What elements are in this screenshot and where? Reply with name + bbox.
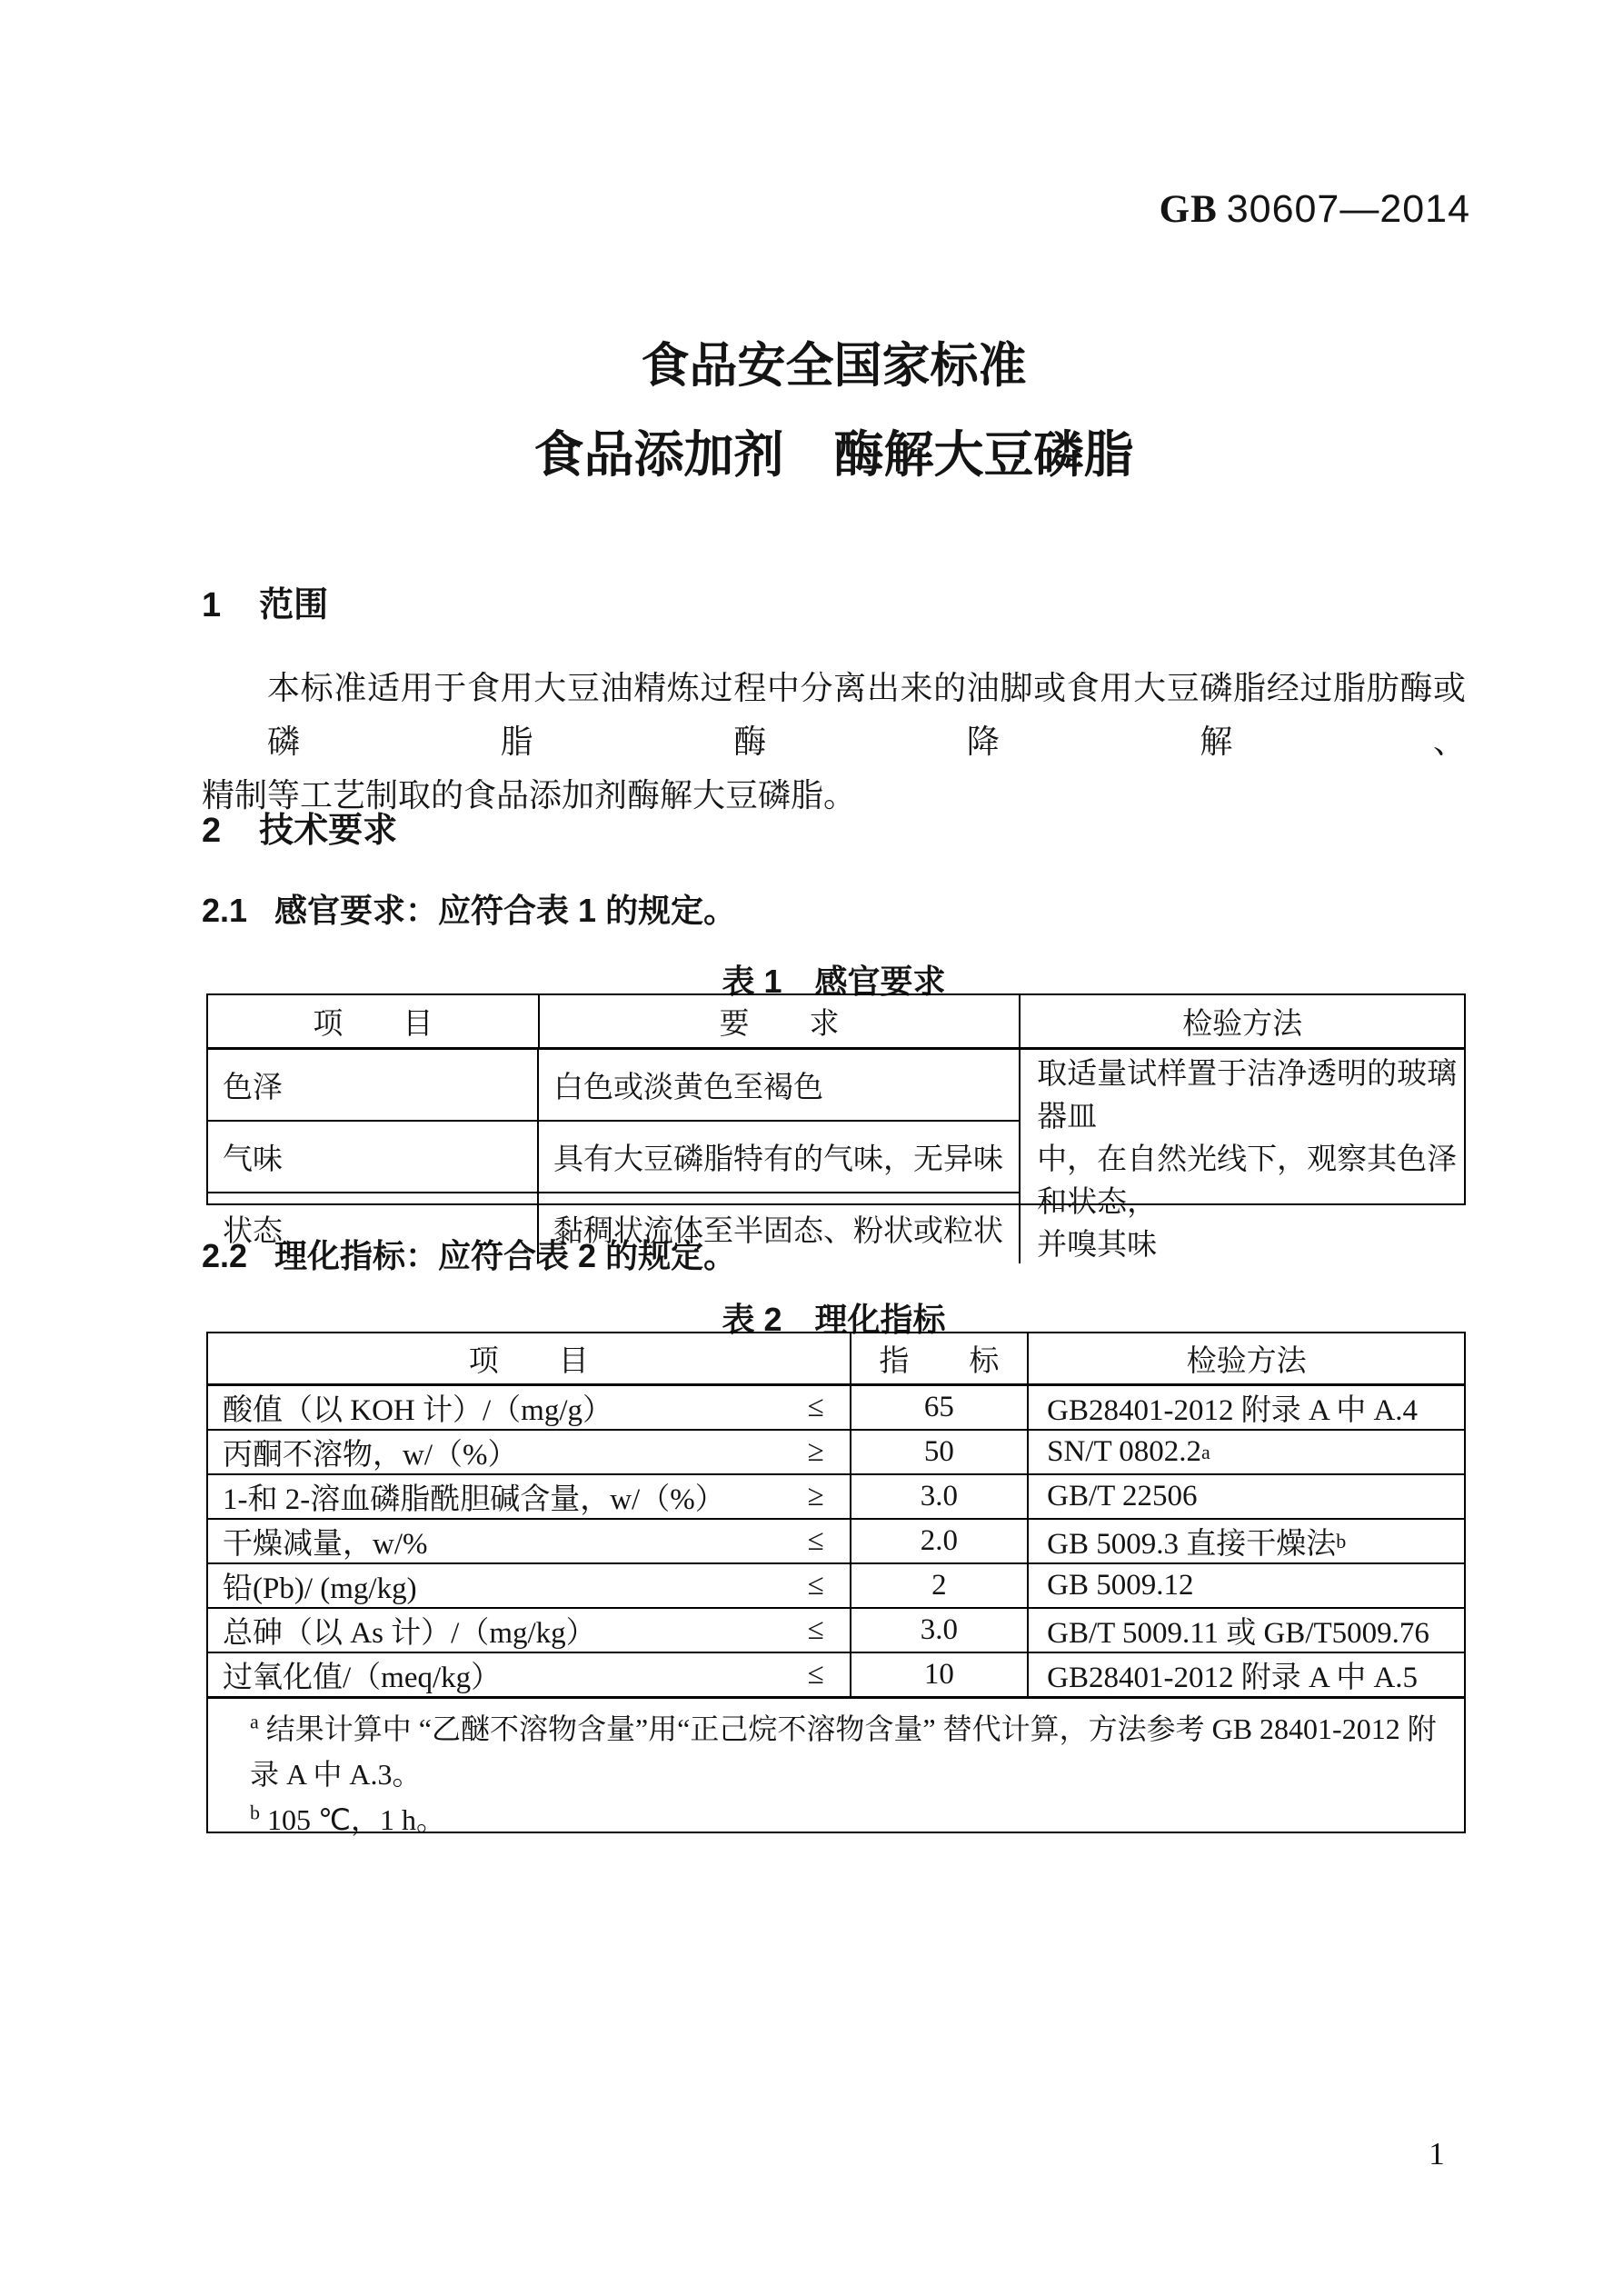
table2-cell-item-0 xyxy=(208,1386,851,1429)
footnote-a-text: 结果计算中 “乙醚不溶物含量”用“正己烷不溶物含量” 替代计算，方法参考 GB 28401-2012 附录 A 中 A.3。 xyxy=(250,1712,1437,1791)
table2-cell-value-4: 2 xyxy=(851,1564,1030,1607)
table1-method-merged-cell xyxy=(1021,1050,1464,1263)
table1-cell-requirement-0: 白色或淡黄色至褐色 xyxy=(553,1072,823,1104)
clause-2-2 xyxy=(202,1231,736,1277)
table1-cell-item-2: 状态 xyxy=(208,1193,539,1263)
relation-symbol: ≤ xyxy=(807,1613,824,1646)
scope-line-2: 精制等工艺制取的食品添加剂酶解大豆磷脂。 xyxy=(202,777,857,814)
section-2-number: 2 xyxy=(202,812,222,850)
table1-header-row xyxy=(208,995,1464,1050)
method-text: GB/T 5009.11 或 GB/T5009.76 xyxy=(1047,1617,1429,1650)
page-number: 1 xyxy=(1429,2136,1445,2171)
table-row xyxy=(208,1050,1019,1122)
scope-paragraph xyxy=(202,662,1466,823)
table2-cell-value-3: 2.0 xyxy=(851,1520,1030,1562)
standard-code-prefix: GB xyxy=(1159,188,1218,231)
table2-cell-item-6 xyxy=(208,1653,851,1696)
clause-2-2-number: 2.2 xyxy=(202,1237,248,1274)
table1-header-requirement: 要 求 xyxy=(540,995,1021,1047)
table2-cell-value-2: 3.0 xyxy=(851,1475,1030,1518)
item-label: 干燥减量，w/% xyxy=(223,1528,428,1561)
section-1-number: 1 xyxy=(202,586,222,624)
method-text: GB28401-2012 附录 A 中 A.4 xyxy=(1047,1394,1419,1427)
relation-symbol: ≤ xyxy=(807,1524,824,1557)
table2-cell-method-2 xyxy=(1029,1475,1464,1518)
table2-cell-item-1 xyxy=(208,1431,851,1473)
table2-cell-item-2 xyxy=(208,1475,851,1518)
table2-header-row xyxy=(208,1333,1464,1386)
table-row xyxy=(208,1475,1464,1520)
relation-symbol: ≥ xyxy=(807,1435,824,1468)
section-2-heading xyxy=(202,802,397,852)
relation-symbol: ≤ xyxy=(807,1658,824,1691)
table1-header-item: 项 目 xyxy=(208,995,540,1047)
method-text: GB 5009.12 xyxy=(1047,1569,1194,1602)
table2-cell-method-1: SN/T 0802.2 a xyxy=(1047,1435,1210,1468)
doc-title-line2: 食品添加剂 酶解大豆磷脂 xyxy=(533,426,1134,483)
table1-caption: 表 1 感官要求 xyxy=(722,963,946,1000)
table1-cell-item-0: 色泽 xyxy=(208,1050,539,1120)
item-label: 铅(Pb)/ (mg/kg) xyxy=(223,1572,417,1605)
item-label: 丙酮不溶物，w/（%） xyxy=(223,1439,518,1472)
table-row xyxy=(208,1431,1464,1475)
table2-header-method: 检验方法 xyxy=(1186,1345,1307,1378)
standard-code-number: 30607—2014 xyxy=(1226,187,1470,231)
table2-cell-method-0 xyxy=(1029,1386,1464,1429)
table2-body xyxy=(208,1386,1464,1696)
table1-method-line-0: 取适量试样置于洁净透明的玻璃器皿 xyxy=(1037,1058,1458,1133)
table-row xyxy=(208,1386,1464,1431)
relation-symbol: ≥ xyxy=(807,1480,824,1512)
table1-cell-requirement-2: 黏稠状流体至半固态、粉状或粒状 xyxy=(553,1215,1003,1248)
table2-footnotes xyxy=(208,1696,1464,1842)
table2-caption: 表 2 理化指标 xyxy=(722,1301,946,1338)
section-1-heading xyxy=(202,576,328,626)
method-text: SN/T 0802.2 xyxy=(1047,1435,1202,1468)
table2-cell-method-5 xyxy=(1029,1609,1464,1652)
table2-cell-value-1: 50 xyxy=(851,1431,1030,1473)
footnote-a xyxy=(250,1706,1446,1797)
table2-physicochemical-indicators xyxy=(206,1332,1466,1836)
section-1-title: 范围 xyxy=(259,586,329,624)
clause-2-2-text: 理化指标：应符合表 2 的规定。 xyxy=(274,1237,737,1274)
footnote-a-marker: a xyxy=(250,1710,259,1733)
footnote-b-marker: b xyxy=(250,1801,260,1824)
method-text: GB28401-2012 附录 A 中 A.5 xyxy=(1047,1662,1419,1694)
table-row xyxy=(208,1520,1464,1564)
table2-cell-item-3 xyxy=(208,1520,851,1562)
footnote-b xyxy=(250,1797,1446,1842)
table2-cell-method-3: GB 5009.3 直接干燥法 b xyxy=(1029,1520,1464,1562)
footnote-b-text: 105 ℃，1 h。 xyxy=(267,1803,445,1836)
doc-title-line1: 食品安全国家标准 xyxy=(641,339,1027,393)
table1-method-line-2: 并嗅其味 xyxy=(1037,1229,1158,1262)
scope-line-1: 本标准适用于食用大豆油精炼过程中分离出来的油脚或食用大豆磷脂经过脂肪酶或磷脂酶降解、 xyxy=(267,670,1466,760)
clause-2-1-text: 感官要求：应符合表 1 的规定。 xyxy=(274,892,737,929)
table2-cell-method-6 xyxy=(1029,1653,1464,1696)
item-label: 总砷（以 As 计）/（mg/kg） xyxy=(223,1617,596,1650)
table2-cell-item-4 xyxy=(208,1564,851,1607)
table-row xyxy=(208,1564,1464,1609)
table2-cell-value-0: 65 xyxy=(851,1386,1030,1429)
table1-method-line-1: 中，在自然光线下，观察其色泽和状态， xyxy=(1037,1143,1458,1219)
table1-cell-item-1: 气味 xyxy=(208,1122,539,1192)
table2-header-item: 项 目 xyxy=(208,1333,851,1383)
item-label: 1-和 2-溶血磷脂酰胆碱含量，w/（%） xyxy=(223,1483,725,1516)
table1-header-method: 检验方法 xyxy=(1182,1008,1303,1041)
method-text: GB/T 22506 xyxy=(1047,1480,1198,1512)
table2-cell-value-6: 10 xyxy=(851,1653,1030,1696)
section-2-title: 技术要求 xyxy=(259,812,398,850)
method-text: GB 5009.3 直接干燥法 xyxy=(1047,1528,1337,1561)
table2-cell-method-4 xyxy=(1029,1564,1464,1607)
relation-symbol: ≤ xyxy=(807,1391,824,1423)
item-label: 酸值（以 KOH 计）/（mg/g） xyxy=(223,1394,612,1427)
table2-cell-item-5 xyxy=(208,1609,851,1652)
standard-code xyxy=(1160,187,1470,232)
table-row xyxy=(208,1122,1019,1193)
item-label: 过氧化值/（meq/kg） xyxy=(223,1662,502,1694)
table-row xyxy=(208,1653,1464,1696)
clause-2-1-number: 2.1 xyxy=(202,892,248,929)
relation-symbol: ≤ xyxy=(807,1569,824,1602)
table1-cell-requirement-1: 具有大豆磷脂特有的气味，无异味 xyxy=(553,1143,1003,1176)
table-row xyxy=(208,1609,1464,1653)
table2-cell-value-5: 3.0 xyxy=(851,1609,1030,1652)
clause-2-1 xyxy=(202,885,736,932)
table2-header-indicator: 指 标 xyxy=(851,1333,1030,1383)
